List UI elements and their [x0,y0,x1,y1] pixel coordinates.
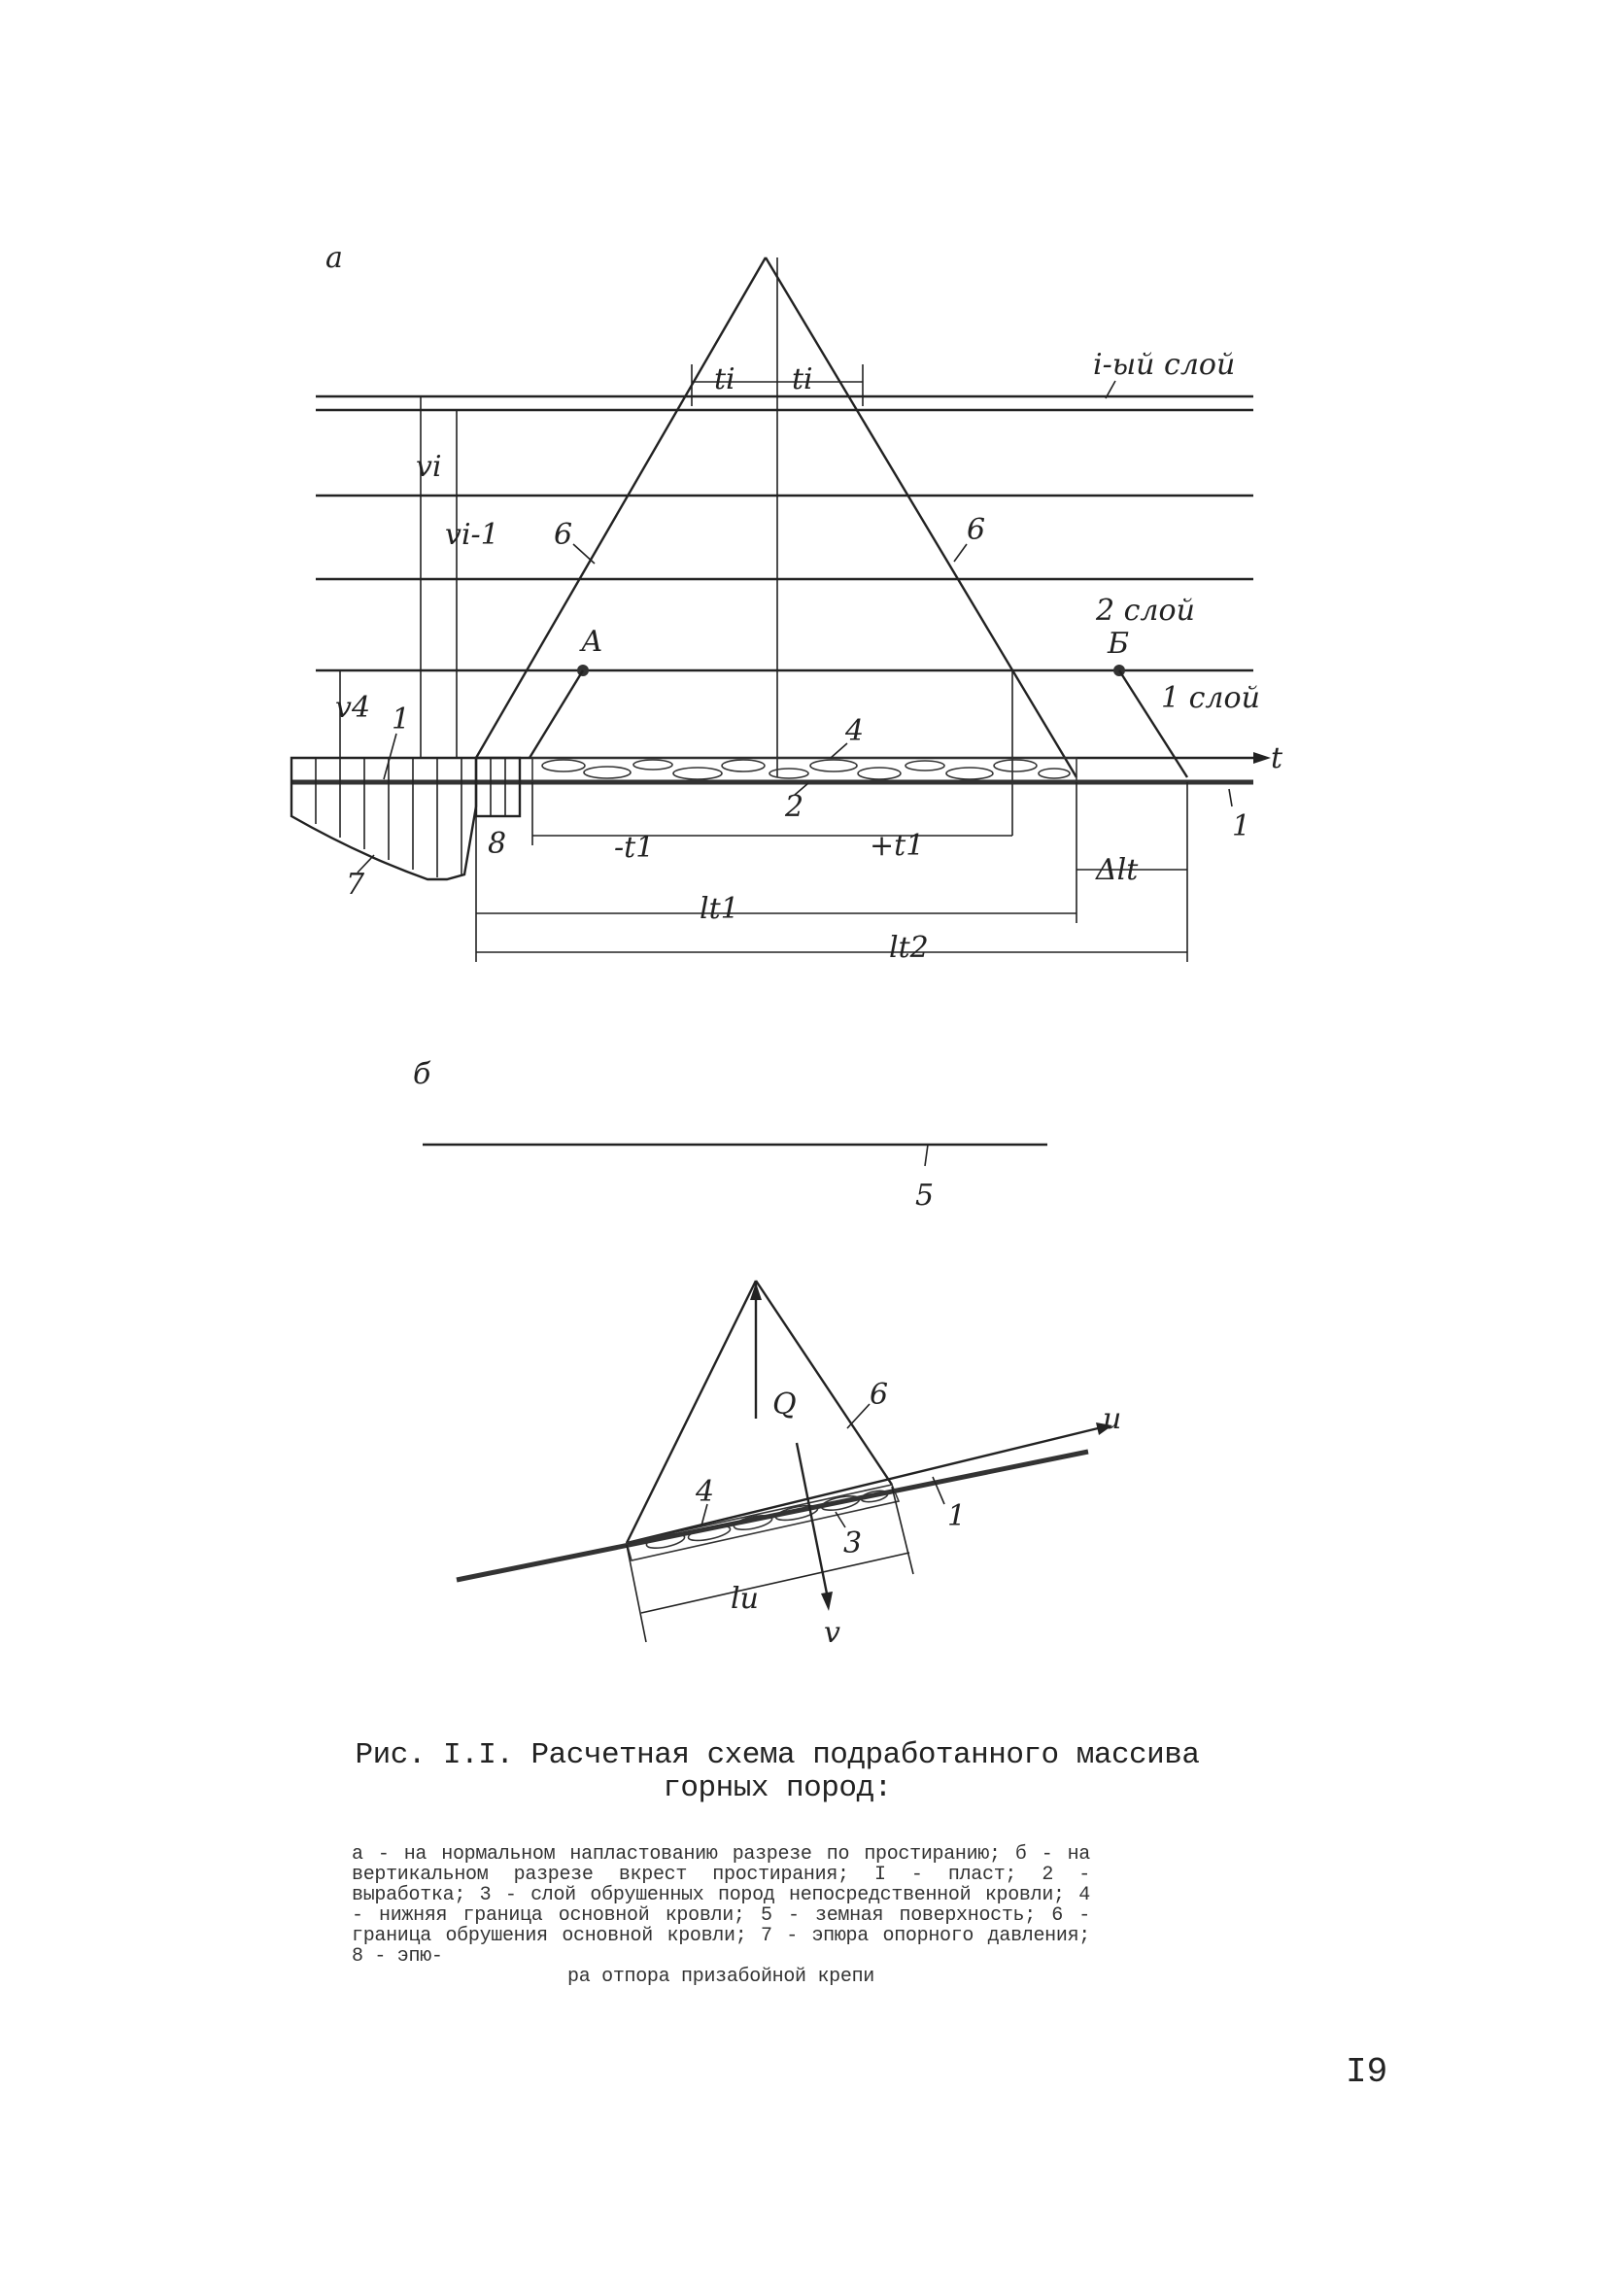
label-1-b: 1 [947,1499,967,1533]
boundary-6-left: 6 [554,518,573,552]
t-axis-label: t [1271,741,1283,775]
label-4-a: 4 [845,714,865,748]
ti-right-label: ti [792,362,813,396]
point-a-label: А [581,625,603,659]
t-axis-arrow [1253,752,1271,764]
label-7: 7 [346,868,365,902]
label-5: 5 [915,1179,935,1213]
inclined-seam [457,1452,1088,1580]
v-axis-arrow [821,1592,833,1611]
point-b-label: Б [1108,627,1130,661]
figure-caption-title [291,1739,1263,1805]
layer-1-label: 1 слой [1161,681,1260,715]
lu-dimension [627,1487,913,1642]
support-pressure-epure [291,758,476,879]
boundary-6-right: 6 [967,513,986,547]
delta-lt-label: Δlt [1096,853,1139,887]
label-3: 3 [843,1526,863,1560]
label-4-b: 4 [696,1475,715,1509]
bottom-dimensions [476,782,1187,962]
ti-left-label: ti [714,362,735,396]
label-Q: Q [772,1388,797,1422]
label-1-left: 1 [392,703,411,737]
caving-triangle-b [627,1281,892,1543]
minus-t1-label: -t1 [614,831,655,865]
panel-label-b: б [413,1057,431,1091]
plus-t1-label: +t1 [870,829,925,863]
lt1-label: lt1 [700,892,739,926]
layer-i-label: i-ый слой [1093,348,1236,382]
vi-label: vi [416,450,442,484]
face-support-epure [476,758,520,816]
caption-title-line2: горных пород: [663,1771,892,1805]
figure-caption-body [352,1844,1090,1987]
caption-body-last: ра отпора призабойной крепи [567,1966,874,1988]
label-1-right: 1 [1232,809,1251,843]
layer-2-label: 2 слой [1096,594,1195,628]
vi-1-label: vi-1 [445,518,499,552]
v-axis-label: v [824,1616,840,1650]
goaf-rubble [532,758,1076,782]
panel-label-a: а [325,241,343,275]
caption-body-text: а - на нормальном напластованию разрезе по простиранию; б - на вертикальном разрезе вкрест простирания; I - пласт; 2 - выработка; 3 - слой обрушенных пород непосредственной кровли; 4 - нижняя граница основной кровли; 5 - земная поверхность; 6 - граница обрушения основной кровли; 7 - эпюра опорного давления; 8 - эпю- [352,1843,1090,1968]
page-number: I9 [1346,2052,1388,2092]
lu-label: lu [731,1582,759,1616]
label-2-a: 2 [785,790,804,824]
lt2-label: lt2 [889,931,929,965]
caption-title-line1: Рис. I.I. Расчетная схема подработанного массива [355,1738,1200,1772]
v4-label: v4 [335,691,371,725]
u-axis-label: u [1103,1402,1122,1436]
label-8: 8 [488,827,507,861]
label-6-b: 6 [870,1378,889,1412]
